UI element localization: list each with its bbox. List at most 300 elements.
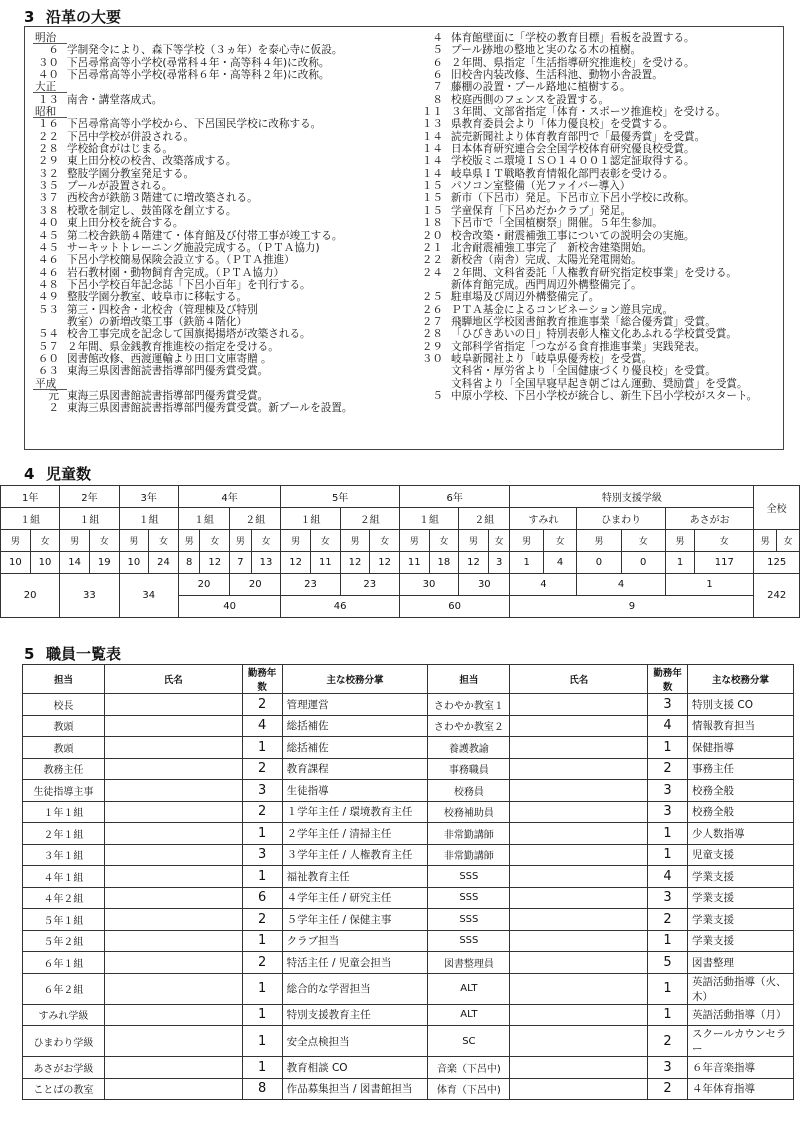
history-text: 整肢学園分教室、岐阜市に移転する。	[67, 291, 248, 304]
history-entry	[33, 304, 403, 316]
name-cell	[104, 694, 242, 716]
table-row	[23, 887, 794, 909]
history-year: ２８	[37, 143, 59, 156]
years-cell: 8	[242, 1078, 282, 1100]
history-text: 校舎工事完成を記念して国旗掲揚塔が改築される。	[67, 328, 311, 341]
history-text: 下呂尋常高等小学校から、下呂国民学校に改称する。	[67, 118, 322, 131]
role-cell: ことばの教室	[23, 1078, 105, 1100]
name-cell	[510, 844, 648, 866]
history-year: ４０	[37, 217, 59, 230]
history-year: １３	[421, 118, 443, 131]
gender-label: 男	[1, 530, 31, 552]
history-year: ４	[432, 32, 443, 44]
class-total: 23	[340, 574, 399, 596]
count-cell: 11	[399, 552, 429, 574]
class-total: 23	[281, 574, 340, 596]
history-entry	[33, 44, 403, 56]
history-entry	[417, 254, 779, 266]
class-header: １組	[281, 508, 340, 530]
history-entry	[417, 192, 779, 204]
gender-label: 男	[459, 530, 489, 552]
duty-cell: 特別支援教育主任	[282, 1004, 428, 1026]
role-cell: 校長	[23, 694, 105, 716]
name-cell	[104, 887, 242, 909]
history-year: ２６	[421, 303, 443, 316]
name-cell	[510, 801, 648, 823]
name-cell	[104, 973, 242, 1004]
grade-header: 1年	[1, 486, 60, 508]
era-label: 昭和	[33, 106, 67, 118]
history-entry	[33, 230, 403, 242]
history-text: 新校舎（南舎）完成、太陽光発電開始。	[451, 254, 642, 267]
years-cell: 2	[242, 909, 282, 931]
history-year: ３５	[37, 180, 59, 193]
history-text: ３年間、文部省指定「体育・スポーツ推進校」を受ける。	[451, 106, 727, 119]
history-year: ４９	[37, 291, 59, 304]
duty-cell: 保健指導	[688, 737, 794, 759]
class-header: ２組	[459, 508, 510, 530]
years-cell: 2	[242, 952, 282, 974]
history-entry	[417, 390, 779, 402]
history-year: ４６	[37, 254, 59, 267]
years-cell: 2	[648, 1026, 688, 1057]
history-entry	[417, 341, 779, 353]
history-text: 学校給食がはじまる。	[67, 143, 173, 156]
history-text: 北舎耐震補強工事完了 新校舎建築開始。	[451, 241, 653, 254]
role-cell: さわやか教室１	[428, 694, 510, 716]
history-entry	[33, 316, 403, 328]
years-cell: 3	[648, 780, 688, 802]
history-text: 下呂尋常高等小学校(尋常科４年・高等科４年)に改称。	[67, 56, 330, 69]
history-entry	[33, 155, 403, 167]
history-year: ５	[432, 44, 443, 57]
table-row	[23, 780, 794, 802]
history-entry	[417, 155, 779, 167]
years-cell: 1	[242, 866, 282, 888]
years-cell: 5	[648, 952, 688, 974]
history-year: ６	[432, 69, 443, 82]
years-cell: 1	[648, 1004, 688, 1026]
class-header: １組	[1, 508, 60, 530]
history-year: ５７	[37, 340, 59, 353]
duty-cell: ４学年主任 / 研究主任	[282, 887, 428, 909]
history-year: ３２	[37, 167, 59, 180]
class-total: 20	[178, 574, 229, 596]
history-text: 読売新聞社より体育教育部門で「最優秀賞」を受賞。	[451, 130, 706, 143]
duty-cell: ３学年主任 / 人権教育主任	[282, 844, 428, 866]
grade-header: 3年	[119, 486, 178, 508]
count-cell: 24	[149, 552, 179, 574]
grade-header: 5年	[281, 486, 400, 508]
history-right-column	[417, 32, 779, 402]
history-entry	[33, 328, 403, 340]
role-cell: 教頭	[23, 737, 105, 759]
history-text: 中原小学校、下呂小学校が統合し、新生下呂小学校がスタート。	[451, 389, 758, 402]
history-text: 校舎改築・耐震補強工事についての説明会の実施。	[451, 229, 695, 242]
history-year: ２	[48, 402, 59, 415]
years-cell: 1	[648, 737, 688, 759]
name-cell	[510, 909, 648, 931]
history-year: １４	[421, 155, 443, 168]
gender-label: 女	[370, 530, 400, 552]
history-year: ３０	[421, 352, 443, 365]
class-total: 30	[399, 574, 458, 596]
years-cell: 3	[242, 844, 282, 866]
class-total: 4	[577, 574, 666, 596]
duty-cell: ２学年主任 / 清掃主任	[282, 823, 428, 845]
duty-cell: 英語活動指導（火、木）	[688, 973, 794, 1004]
history-text: 南舎・講堂落成式。	[67, 93, 163, 106]
count-cell: 12	[281, 552, 311, 574]
history-entry	[417, 304, 779, 316]
history-year: ６３	[37, 365, 59, 378]
count-cell: 11	[310, 552, 340, 574]
grade-total: 33	[60, 574, 119, 618]
staff-table	[22, 664, 794, 1100]
gender-label: 女	[251, 530, 281, 552]
years-header: 勤務年数	[648, 665, 688, 694]
name-cell	[104, 737, 242, 759]
name-cell	[104, 930, 242, 952]
history-entry	[33, 365, 403, 377]
name-cell	[510, 1026, 648, 1057]
history-entry	[417, 69, 779, 81]
duty-cell: 管理運営	[282, 694, 428, 716]
role-cell: ALT	[428, 973, 510, 1004]
section-label: 沿革の大要	[46, 8, 122, 26]
grade-header: 4年	[178, 486, 281, 508]
history-entry	[417, 291, 779, 303]
duty-cell: 生徒指導	[282, 780, 428, 802]
history-year: ２５	[421, 291, 443, 304]
count-cell: 14	[60, 552, 90, 574]
years-cell: 1	[648, 823, 688, 845]
table-row	[23, 952, 794, 974]
history-year: ４５	[37, 229, 59, 242]
role-cell: ５年２組	[23, 930, 105, 952]
gender-label: 女	[695, 530, 754, 552]
gender-label: 女	[429, 530, 459, 552]
count-cell: 19	[89, 552, 119, 574]
history-text: 岐阜新聞社より「岐阜県優秀校」を受賞。	[451, 352, 653, 365]
history-entry	[33, 291, 403, 303]
history-text: 新体育館完成。西門周辺外構整備完了。	[451, 278, 642, 291]
history-entry	[33, 402, 403, 414]
years-header: 勤務年数	[242, 665, 282, 694]
section-number: 5	[24, 645, 35, 663]
history-entry	[33, 341, 403, 353]
grade-total: 46	[281, 596, 400, 618]
role-cell: ６年１組	[23, 952, 105, 974]
history-year: ２４	[421, 266, 443, 279]
history-left-column	[33, 32, 403, 415]
years-cell: 4	[648, 715, 688, 737]
history-text: 駐車場及び周辺外構整備完了。	[451, 291, 600, 304]
table-row	[23, 1078, 794, 1100]
name-cell	[510, 694, 648, 716]
history-text: 東上田分校の校舎、改築落成する。	[67, 155, 237, 168]
role-cell: 事務職員	[428, 758, 510, 780]
years-cell: 2	[242, 758, 282, 780]
history-text: 文部科学省指定「つながる食育推進事業」実践発表。	[451, 340, 706, 353]
history-year: ２９	[37, 155, 59, 168]
role-cell: SSS	[428, 866, 510, 888]
history-year: ４６	[37, 266, 59, 279]
gender-label: 女	[200, 530, 230, 552]
years-cell: 1	[242, 930, 282, 952]
duty-cell: 児童支援	[688, 844, 794, 866]
table-row	[23, 844, 794, 866]
count-cell: 10	[1, 552, 31, 574]
role-cell: ひまわり学級	[23, 1026, 105, 1057]
name-cell	[510, 780, 648, 802]
years-cell: 1	[242, 823, 282, 845]
gender-label: 男	[399, 530, 429, 552]
count-cell: 12	[200, 552, 230, 574]
class-header: すみれ	[510, 508, 577, 530]
years-cell: 2	[648, 1078, 688, 1100]
count-cell: 117	[695, 552, 754, 574]
role-cell: ６年２組	[23, 973, 105, 1004]
class-header: ひまわり	[577, 508, 666, 530]
role-cell: ３年１組	[23, 844, 105, 866]
table-row	[23, 715, 794, 737]
history-year: ４８	[37, 278, 59, 291]
name-cell	[104, 758, 242, 780]
role-header: 担当	[428, 665, 510, 694]
grade-total: 20	[1, 574, 60, 618]
section-label: 職員一覧表	[46, 645, 122, 663]
history-entry	[33, 118, 403, 130]
duty-cell: 少人数指導	[688, 823, 794, 845]
duty-cell: 学業支援	[688, 930, 794, 952]
class-total: 4	[510, 574, 577, 596]
history-text: ２年間、県指定「生活指導研究推進校」を受ける。	[451, 56, 695, 69]
years-cell: 1	[242, 1004, 282, 1026]
history-year: １５	[421, 204, 443, 217]
duty-cell: 学業支援	[688, 887, 794, 909]
history-year: ３７	[37, 192, 59, 205]
history-year: ２０	[421, 229, 443, 242]
role-cell: 音楽（下呂中)	[428, 1057, 510, 1079]
history-entry	[33, 106, 403, 118]
count-cell: 0	[621, 552, 665, 574]
history-text: 整肢学園分教室発足する。	[67, 167, 195, 180]
grade-total: 34	[119, 574, 178, 618]
duty-cell: 作品募集担当 / 図書館担当	[282, 1078, 428, 1100]
role-cell: ２年１組	[23, 823, 105, 845]
section-students-title	[24, 463, 91, 484]
name-header: 氏名	[510, 665, 648, 694]
history-year: ３８	[37, 204, 59, 217]
history-year: ２８	[421, 328, 443, 341]
duty-cell: スクールカウンセラー	[688, 1026, 794, 1057]
name-cell	[510, 737, 648, 759]
count-cell: 12	[340, 552, 370, 574]
count-cell: 10	[119, 552, 149, 574]
role-cell: SSS	[428, 909, 510, 931]
history-text: 飛騨地区学校図書館教育推進事業「総合優秀賞」受賞。	[451, 315, 716, 328]
gender-label: 男	[281, 530, 311, 552]
history-year: ２９	[421, 340, 443, 353]
gender-label: 男	[230, 530, 252, 552]
history-entry	[33, 168, 403, 180]
history-entry	[417, 94, 779, 106]
special-total: 9	[510, 596, 754, 618]
history-entry	[417, 365, 779, 377]
history-text: 新市（下呂市）発足。下呂市立下呂小学校に改称。	[451, 192, 695, 205]
count-cell: 1	[665, 552, 694, 574]
table-row	[23, 866, 794, 888]
duty-cell: 学業支援	[688, 909, 794, 931]
table-row	[23, 801, 794, 823]
name-cell	[510, 973, 648, 1004]
history-year: ７	[432, 81, 443, 94]
years-cell: 4	[648, 866, 688, 888]
duty-cell: 総括補佐	[282, 715, 428, 737]
years-cell: 2	[648, 909, 688, 931]
section-history-title	[24, 6, 121, 27]
history-text: 第二校舎鉄筋４階建て・体育館及び付帯工事が竣工する。	[67, 229, 343, 242]
history-entry	[33, 57, 403, 69]
special-header: 特別支援学級	[510, 486, 754, 508]
name-cell	[510, 1004, 648, 1026]
history-entry	[417, 217, 779, 229]
role-cell: 教頭	[23, 715, 105, 737]
history-text: 学童保育「下呂めだかクラブ」発足。	[451, 204, 632, 217]
duty-header: 主な校務分掌	[688, 665, 794, 694]
era-label: 大正	[33, 81, 67, 93]
name-cell	[510, 758, 648, 780]
history-year: ２７	[421, 315, 443, 328]
role-cell: １年１組	[23, 801, 105, 823]
class-header: １組	[399, 508, 458, 530]
history-year: ２２	[421, 254, 443, 267]
history-text: 「ひびきあいの日」特別表彰人権文化あふれる学校賞受賞。	[451, 328, 738, 341]
history-year: １３	[37, 93, 59, 106]
history-text: 図書館改修、西渡運輸より田口文庫寄贈 。	[67, 352, 272, 365]
table-row	[23, 1004, 794, 1026]
history-text: プール跡地の整地と実のなる木の植樹。	[451, 44, 642, 57]
total-header: 全校	[754, 486, 800, 530]
count-cell: 1	[510, 552, 543, 574]
history-year: １４	[421, 130, 443, 143]
class-header: ２組	[340, 508, 399, 530]
duty-cell: ６年音楽指導	[688, 1057, 794, 1079]
history-year: ２２	[37, 130, 59, 143]
history-entry	[417, 180, 779, 192]
history-text: 下呂尋常高等小学校(尋常科６年・高等科２年)に改称。	[67, 69, 330, 82]
history-text: 第三・四校舎・北校舎（管理棟及び特別	[67, 303, 258, 316]
duty-cell: ５学年主任 / 保健主事	[282, 909, 428, 931]
role-cell: SSS	[428, 930, 510, 952]
gender-label: 男	[665, 530, 694, 552]
class-total: 1	[665, 574, 754, 596]
duty-cell: 学業支援	[688, 866, 794, 888]
name-cell	[104, 1078, 242, 1100]
role-cell: あさがお学級	[23, 1057, 105, 1079]
history-entry	[33, 32, 403, 44]
years-cell: 2	[242, 801, 282, 823]
history-year: １１	[421, 106, 443, 119]
gender-label: 女	[30, 530, 60, 552]
name-cell	[104, 715, 242, 737]
history-year: ４５	[37, 241, 59, 254]
history-entry	[33, 180, 403, 192]
role-cell: ４年１組	[23, 866, 105, 888]
count-cell: 12	[370, 552, 400, 574]
table-row	[23, 1057, 794, 1079]
history-text: プールが設置される。	[67, 180, 173, 193]
section-number: 4	[24, 465, 35, 483]
history-year	[417, 378, 451, 390]
duty-cell: 図書整理	[688, 952, 794, 974]
history-entry	[417, 143, 779, 155]
duty-cell: 総合的な学習担当	[282, 973, 428, 1004]
gender-label: 男	[119, 530, 149, 552]
history-year: ６	[432, 56, 443, 69]
name-header: 氏名	[104, 665, 242, 694]
history-entry	[33, 217, 403, 229]
gender-label: 男	[577, 530, 621, 552]
role-cell: 養護教諭	[428, 737, 510, 759]
history-entry	[417, 316, 779, 328]
history-text: 下呂小学校百年記念誌「下呂小百年」を刊行する。	[67, 278, 311, 291]
name-cell	[510, 887, 648, 909]
count-cell: 13	[251, 552, 281, 574]
duty-cell: 事務主任	[688, 758, 794, 780]
history-text: 日本体育研究連合会全国学校体育研究優良校受賞。	[451, 143, 695, 156]
history-text: 東海三県図書館読書指導部門優秀賞受賞。	[67, 365, 269, 378]
gender-label: 女	[488, 530, 510, 552]
era-label: 平成	[33, 378, 67, 390]
role-cell: 教務主任	[23, 758, 105, 780]
history-entry	[33, 69, 403, 81]
name-cell	[104, 1026, 242, 1057]
name-cell	[104, 1057, 242, 1079]
role-cell: 体育（下呂中)	[428, 1078, 510, 1100]
history-year	[417, 365, 451, 377]
gender-label: 男	[510, 530, 543, 552]
history-year: ３０	[37, 56, 59, 69]
years-cell: 3	[242, 780, 282, 802]
table-row	[23, 694, 794, 716]
class-header: あさがお	[665, 508, 754, 530]
role-cell: SSS	[428, 887, 510, 909]
history-text: 藤棚の設置・プール路地に植樹する。	[451, 81, 631, 94]
history-entry	[33, 143, 403, 155]
duty-cell: 情報教育担当	[688, 715, 794, 737]
history-text: パソコン室整備（光ファイバー導入）	[451, 180, 631, 193]
history-entry	[417, 353, 779, 365]
history-text: 東海三県図書館読書指導部門優秀賞受賞。新プールを設置。	[67, 402, 353, 415]
history-text: 旧校舎内装改修、生活科池、動物小舎設置。	[451, 69, 663, 82]
history-year: １６	[37, 118, 59, 131]
gender-label: 女	[777, 530, 800, 552]
gender-label: 女	[543, 530, 576, 552]
duty-cell: 特別支援 CO	[688, 694, 794, 716]
section-number: 3	[24, 8, 35, 26]
class-header: １組	[178, 508, 229, 530]
duty-cell: 校務全般	[688, 801, 794, 823]
role-cell: 校務員	[428, 780, 510, 802]
history-entry	[33, 192, 403, 204]
history-text: 西校舎が鉄筋３階建てに増改築される。	[67, 192, 258, 205]
duty-header: 主な校務分掌	[282, 665, 428, 694]
history-entry	[417, 279, 779, 291]
count-cell: 125	[754, 552, 800, 574]
history-year: １５	[421, 192, 443, 205]
